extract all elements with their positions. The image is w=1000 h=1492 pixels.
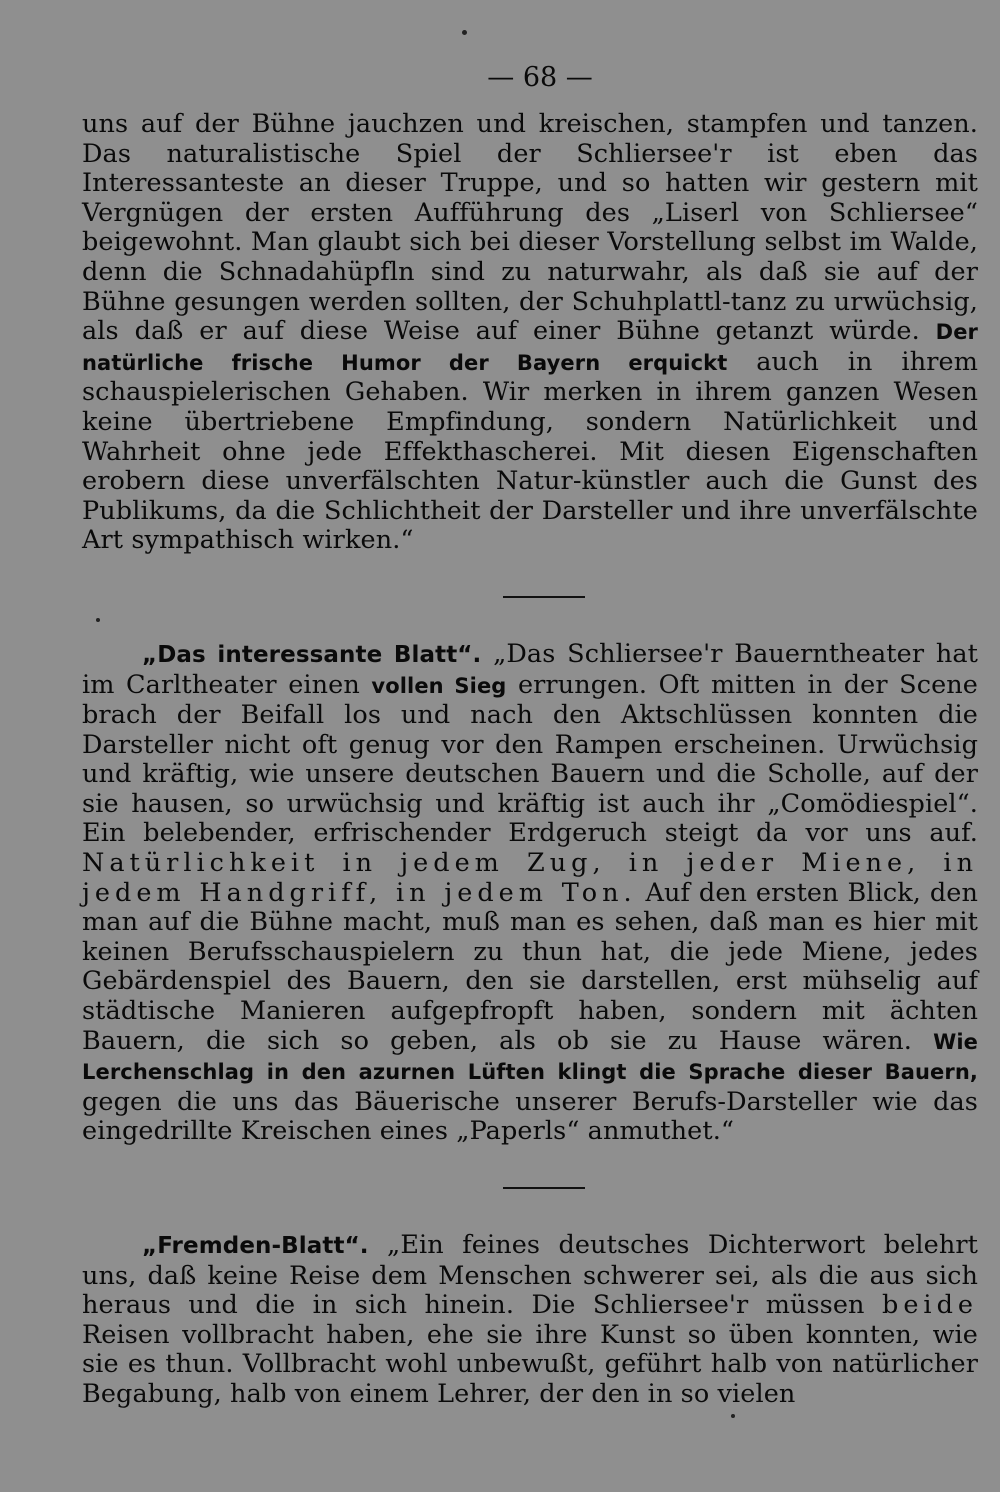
paragraph-review-continuation (82, 110, 978, 556)
book-page (82, 58, 978, 1410)
ink-speck (462, 30, 467, 35)
emphasis-text: Der natürliche frische Humor der Bayern erquickt (82, 320, 978, 375)
body-text: „Das Schliersee'r Bauerntheater hat im Carltheater einen (82, 638, 978, 700)
source-title: „Das interessante Blatt“. (142, 641, 482, 668)
body-text: auch in ihrem schauspielerischen Gehaben. Wir merken in ihrem ganzen Wesen keine übertriebene Empfindung, sondern Natürlichkeit und Wahrheit ohne jede Effekthascherei. Mit diesen Eigenschaften erobern diese unverfälschten Natur-künstler auch die Gunst des Publikums, da die Schlichtheit der Darsteller und ihre unverfälschte Art sympathisch wirken.“ (82, 346, 978, 556)
body-text: Reisen vollbracht haben, ehe sie ihre Kunst so üben konnten, wie sie es thun. Vollbracht wohl unbewußt, geführt halb von natürlicher Begabung, halb von einem Lehrer, der den in so vielen (82, 1319, 978, 1409)
emphasis-text: vollen Sieg (371, 673, 507, 698)
section-divider (503, 596, 585, 598)
section-divider (503, 1187, 585, 1189)
spaced-text: beide (882, 1290, 978, 1321)
spaced-text: Natürlichkeit in jedem Zug, in jeder Miene, in jedem Handgriff, in jedem Ton. (82, 848, 978, 908)
body-text: Auf den ersten Blick, den man auf die Bühne macht, muß man es sehen, daß man es hier mit keinen Berufsschauspielern zu thun hat, die jede Miene, jedes Gebärdenspiel des Bauern, den sie darstellen, erst mühselig auf städtische Manieren aufgepfropft haben, sondern mit ächten Bauern, die sich so geben, als ob sie zu Hause wären. (82, 877, 978, 1056)
page-number: — 68 — (487, 62, 593, 93)
paragraph-fremden-blatt (82, 1231, 978, 1410)
body-text: uns auf der Bühne jauchzen und kreischen, stampfen und tanzen. Das naturalistische Spiel der Schliersee'r ist eben das Interessanteste an dieser Truppe, und so hatten wir gestern mit Vergnügen der ersten Aufführung des „Liserl von Schliersee“ beigewohnt. Man glaubt sich bei dieser Vorstellung selbst im Walde, denn die Schnadahüpfln sind zu naturwahr, als daß sie auf der Bühne gesungen werden sollten, der Schuhplattl-tanz zu urwüchsig, als daß er auf diese Weise auf einer Bühne getanzt würde. (82, 109, 978, 347)
emphasis-text: Wie Lerchenschlag in den azurnen Lüften klingt die Sprache dieser Bauern, (82, 1029, 978, 1085)
body-text: gegen die uns das Bäuerische unserer Berufs-Darsteller wie das eingedrillte Kreischen eines „Paperls“ anmuthet.“ (82, 1086, 978, 1147)
paragraph-interessante-blatt (82, 640, 978, 1147)
source-title: „Fremden-Blatt“. (142, 1233, 369, 1259)
ink-speck (731, 1414, 735, 1418)
body-text: „Ein feines deutsches Dichterwort belehrt uns, daß keine Reise dem Menschen schwerer sei, als die aus sich heraus und die in sich hinein. Die Schliersee'r müssen (82, 1230, 978, 1321)
body-text: errungen. Oft mitten in der Scene brach der Beifall los und nach den Aktschlüssen konnten die Darsteller nicht oft genug vor den Rampen erscheinen. Urwüchsig und kräftig, wie unsere deutschen Bauern und die Scholle, auf der sie hausen, so urwüchsig und kräftig ist auch ihr „Comödiespiel“. Ein belebender, erfrischender Erdgeruch steigt da vor uns auf. (82, 669, 978, 849)
